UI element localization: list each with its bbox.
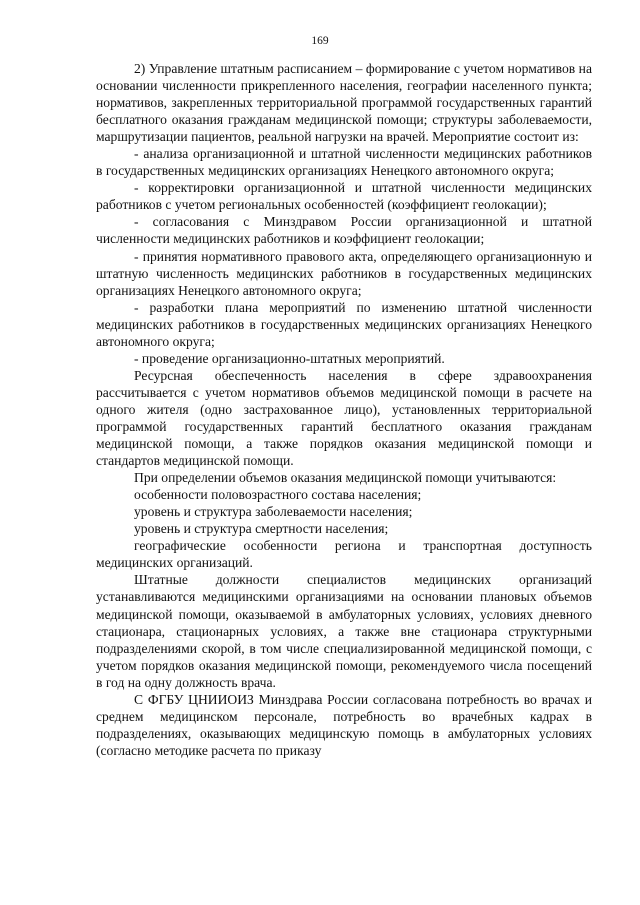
list-item-geography: географические особенности региона и транспортная доступность медицинских организаций. bbox=[96, 538, 592, 571]
list-item-mortality: уровень и структура смертности населения; bbox=[134, 521, 389, 537]
paragraph-staffing-management: 2) Управление штатным расписанием – формирование с учетом нормативов на основании численности прикрепленного населения, географии населенного пункта; нормативов, закрепленных территориальной программой государственных гарантий бесплатного оказания гражданам медицинской помощи; структуры заболеваемости, маршрутизации пациентов, реальной нагрузки на врачей. Мероприятие состоит из: bbox=[96, 61, 592, 145]
paragraph-volume-determination: При определении объемов оказания медицинской помощи учитываются: bbox=[134, 470, 557, 486]
list-item-correction: - корректировки организационной и штатной численности медицинских работников с учетом региональных особенностей (коэффициент геолокации); bbox=[96, 180, 592, 213]
list-item-staff-measures: - проведение организационно-штатных мероприятий. bbox=[134, 350, 445, 366]
body-text bbox=[96, 60, 592, 759]
paragraph-cniioiz-agreement: С ФГБУ ЦНИИОИЗ Минздрава России согласована потребность во врачах и среднем медицинском персонале, потребность во врачебных кадрах в подразделениях, оказывающих медицинскую помощь в амбулаторных условиях (согласно методике расчета по приказу bbox=[96, 691, 592, 758]
list-item-analysis: - анализа организационной и штатной численности медицинских работников в государственных медицинских организациях Ненецкого автономного округа; bbox=[96, 146, 592, 179]
list-item-approval: - согласования с Минздравом России организационной и штатной численности медицинских работников и коэффициент геолокации; bbox=[96, 214, 592, 247]
list-item-morbidity: уровень и структура заболеваемости населения; bbox=[134, 504, 413, 520]
list-item-action-plan: - разработки плана мероприятий по изменению штатной численности медицинских работников в государственных медицинских организациях Ненецкого автономного округа; bbox=[96, 299, 592, 349]
page-number: 169 bbox=[311, 35, 329, 47]
list-item-regulatory-act: - принятия нормативного правового акта, определяющего организационную и штатную численность медицинских работников в государственных медицинских организациях Ненецкого автономного округа; bbox=[96, 248, 592, 298]
list-item-age-sex-structure: особенности половозрастного состава населения; bbox=[134, 487, 422, 503]
paragraph-staff-positions: Штатные должности специалистов медицинских организаций устанавливаются медицинскими организациями на основании плановых объемов медицинской помощи, оказываемой в амбулаторных условиях, условиях дневного стационара, стационарных условиях, а также вне стационара структурными подразделениями скорой, в том числе специализированной медицинской помощи, с учетом порядков оказания медицинской помощи, рекомендуемого числа посещений в год на одну должность врача. bbox=[96, 572, 592, 690]
paragraph-resource-provision: Ресурсная обеспеченность населения в сфере здравоохранения рассчитывается с учетом нормативов объемов медицинской помощи в расчете на одного жителя (одно застрахованное лицо), установленных территориальной программой государственных гарантий бесплатного оказания гражданам медицинской помощи, а также порядков оказания медицинской помощи и стандартов медицинской помощи. bbox=[96, 367, 592, 469]
